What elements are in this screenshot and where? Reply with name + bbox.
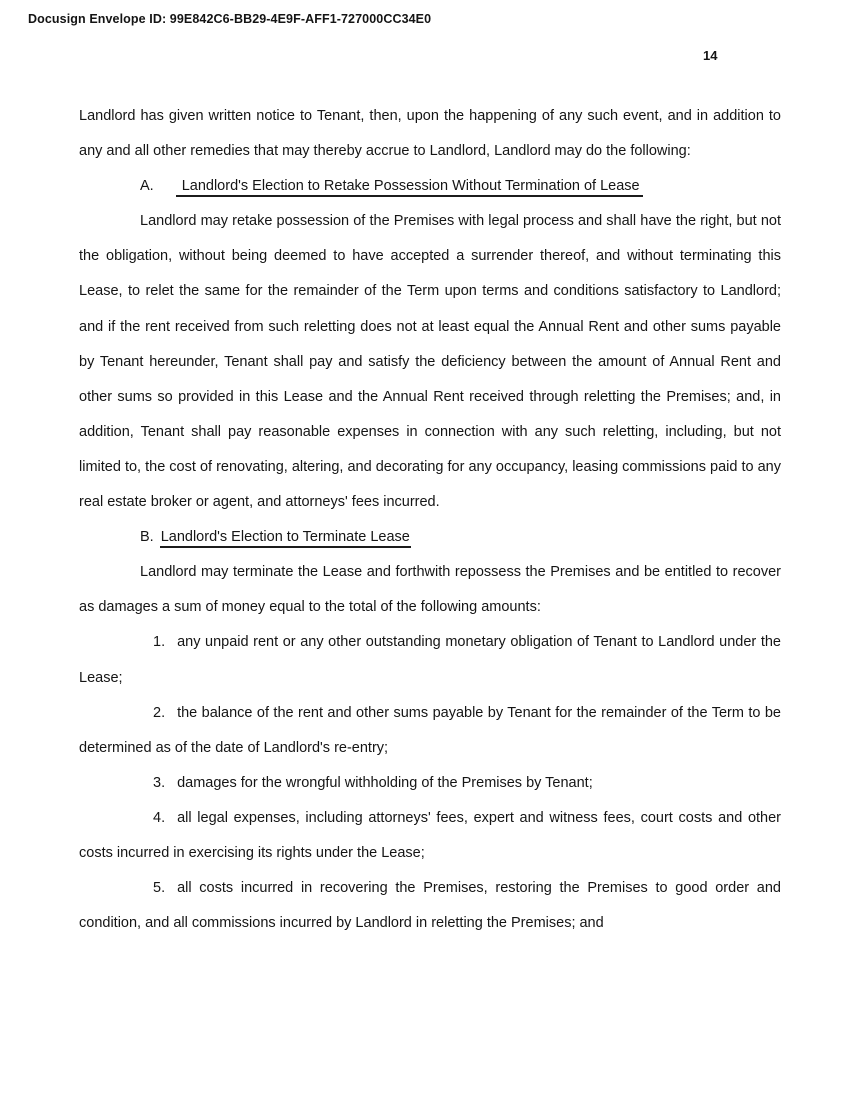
section-heading-b (79, 520, 781, 555)
list-item-number: 3. (153, 774, 166, 791)
list-item-text: the balance of the rent and other sums payable by Tenant for the remainder of the Term to be determined as of the date of Landlord's re-entry; (79, 704, 781, 756)
section-a-letter: A. (140, 178, 154, 195)
section-a-title: Landlord's Election to Retake Possession Without Termination of Lease (176, 178, 643, 197)
list-item-number: 1. (153, 634, 166, 651)
list-item-text: any unpaid rent or any other outstanding monetary obligation of Tenant to Landlord under the Lease; (79, 634, 781, 686)
intro-paragraph: Landlord has given written notice to Tenant, then, upon the happening of any such event, and in addition to any and all other remedies that may thereby accrue to Landlord, Landlord may do the following: (79, 108, 781, 160)
section-heading-a (79, 169, 781, 204)
list-item-number: 5. (153, 880, 166, 897)
list-item (79, 871, 781, 941)
section-b-paragraph: Landlord may terminate the Lease and forthwith repossess the Premises and be entitled to recover as damages a sum of money equal to the total of the following amounts: (79, 564, 781, 616)
list-item-number: 4. (153, 809, 166, 826)
list-item (79, 625, 781, 695)
list-item-number: 2. (153, 704, 166, 721)
section-b-letter: B. (140, 529, 154, 546)
list-item (79, 696, 781, 766)
document-body (79, 99, 781, 941)
list-item (79, 801, 781, 871)
list-item-text: all legal expenses, including attorneys' fees, expert and witness fees, court costs and other costs incurred in exercising its rights under the Lease; (79, 809, 781, 861)
docusign-envelope-id: Docusign Envelope ID: 99E842C6-BB29-4E9F-AFF1-727000CC34E0 (28, 12, 432, 26)
page-number: 14 (703, 48, 718, 63)
list-item-text: all costs incurred in recovering the Premises, restoring the Premises to good order and condition, and all commissions incurred by Landlord in reletting the Premises; and (79, 880, 781, 932)
section-a-paragraph: Landlord may retake possession of the Premises with legal process and shall have the right, but not the obligation, without being deemed to have accepted a surrender thereof, and without terminating this Lease, to relet the same for the remainder of the Term upon terms and conditions satisfactory to Landlord; and if the rent received from such reletting does not at least equal the Annual Rent and other sums payable by Tenant hereunder, Tenant shall pay and satisfy the deficiency between the amount of Annual Rent and other sums so provided in this Lease and the Annual Rent received through reletting the Premises; and, in addition, Tenant shall pay reasonable expenses in connection with any such reletting, including, but not limited to, the cost of renovating, altering, and decorating for any occupancy, leasing commissions paid to any real estate broker or agent, and attorneys' fees incurred. (79, 213, 781, 511)
list-item-text: damages for the wrongful withholding of the Premises by Tenant; (177, 774, 593, 791)
section-b-title: Landlord's Election to Terminate Lease (160, 529, 411, 548)
list-item (79, 766, 781, 801)
